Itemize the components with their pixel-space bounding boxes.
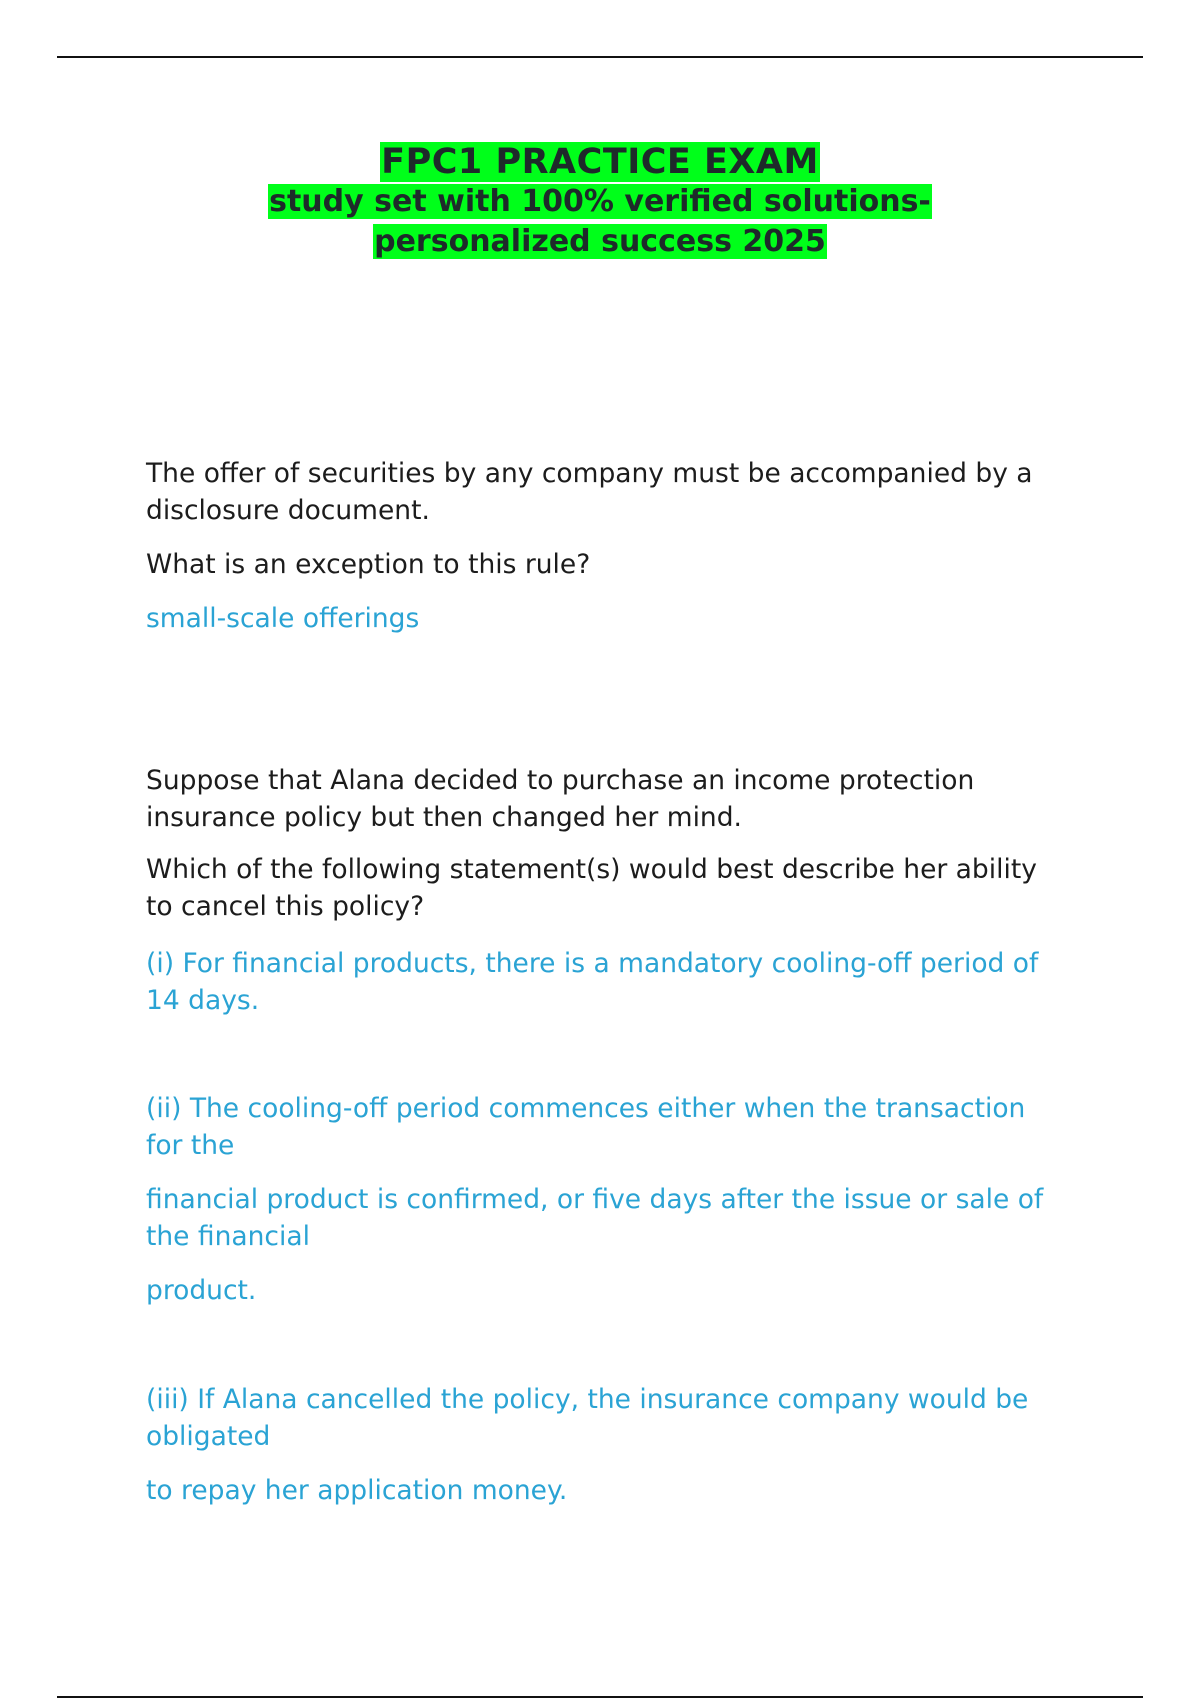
page-subtitle: study set with 100% verified solutions-personalized success 2025 [269,184,931,259]
answer-1-text: small-scale offerings [146,603,420,634]
answer-2-option-ii [146,1090,1046,1309]
question-1-text: The offer of securities by any company must be accompanied by a disclosure document. [146,458,1033,526]
answer-2-line-5: (iii) If Alana cancelled the policy, the insurance company would be obligated [146,1384,1029,1452]
question-2 [146,762,1046,925]
header-rule [57,56,1143,58]
answer-2-line-2: (ii) The cooling-off period commences either when the transaction for the [146,1093,1026,1161]
answer-2-option-iii [146,1381,1046,1509]
document-title-block [0,142,1200,262]
answer-2-line-3: financial product is confirmed, or five days after the issue or sale of the financial [146,1184,1044,1252]
answer-2-line-1: (i) For financial products, there is a mandatory cooling-off period of 14 days. [146,948,1039,1016]
answer-2-line-6: to repay her application money. [146,1475,568,1506]
question-2-prompt: Which of the following statement(s) would best describe her ability to cancel this policy? [146,854,1037,922]
question-1-prompt: What is an exception to this rule? [146,549,591,580]
page-title: FPC1 PRACTICE EXAM [381,142,819,182]
question-2-text: Suppose that Alana decided to purchase an income protection insurance policy but then changed her mind. [146,765,975,833]
answer-2-option-i [146,945,1046,1019]
answer-1 [146,600,1046,637]
answer-2-line-4: product. [146,1275,257,1306]
footer-rule [57,1696,1143,1698]
question-1 [146,455,1046,583]
